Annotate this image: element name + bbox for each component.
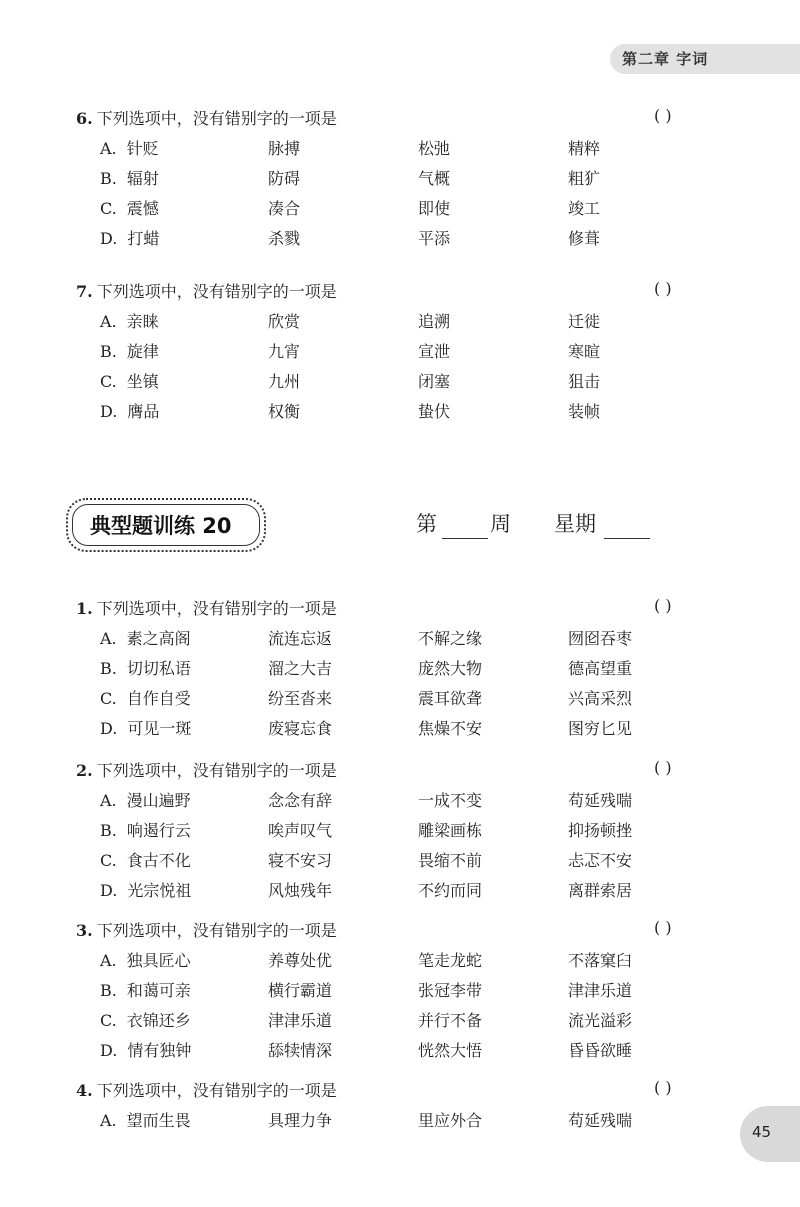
option-item: 德高望重 [568, 659, 633, 678]
answer-parentheses: ( ) [654, 1078, 672, 1097]
option-item: 焦燥不安 [418, 719, 483, 738]
option-letter: C. [100, 689, 117, 708]
section-title: 典型题训练 20 [90, 514, 232, 538]
option-item: 宣泄 [418, 342, 451, 361]
option-letter: C. [100, 199, 117, 218]
option-item: 权衡 [268, 402, 301, 421]
page-number: 45 [752, 1123, 772, 1141]
option-letter: B. [100, 659, 117, 678]
option-item: 溜之大吉 [268, 659, 333, 678]
option-letter: B. [100, 342, 117, 361]
question-number: 1. [76, 599, 93, 618]
option-item: 防碍 [268, 169, 301, 188]
option-item: 囫囵吞枣 [568, 629, 633, 648]
option-first [100, 978, 191, 1001]
week-prefix: 第 [416, 512, 437, 536]
option-item: 舔犊情深 [268, 1041, 333, 1060]
option-item: 具理力争 [268, 1111, 333, 1130]
option-letter: A. [100, 139, 117, 158]
option-first [100, 1038, 191, 1061]
option-item: 衣锦还乡 [126, 1011, 191, 1030]
question-stem [76, 758, 337, 781]
option-letter: C. [100, 372, 117, 391]
option-item: 针贬 [126, 139, 159, 158]
question-number: 4. [76, 1081, 93, 1100]
option-first [100, 339, 159, 362]
question-number: 3. [76, 921, 93, 940]
option-item: 即使 [418, 199, 451, 218]
option-letter: C. [100, 1011, 117, 1030]
option-item: 漫山遍野 [126, 791, 191, 810]
option-item: 粗犷 [568, 169, 601, 188]
option-letter: A. [100, 951, 117, 970]
option-item: 望而生畏 [126, 1111, 191, 1130]
option-first [100, 656, 191, 679]
option-item: 凑合 [268, 199, 301, 218]
option-item: 九宵 [268, 342, 301, 361]
option-item: 切切私语 [126, 659, 191, 678]
option-item: 独具匠心 [126, 951, 191, 970]
option-item: 养尊处优 [268, 951, 333, 970]
question-text: 下列选项中，没有错别字的一项是 [96, 921, 337, 940]
option-letter: A. [100, 791, 117, 810]
option-item: 流连忘返 [268, 629, 333, 648]
question-text: 下列选项中，没有错别字的一项是 [96, 282, 337, 301]
option-item: 津津乐道 [268, 1011, 333, 1030]
question-number: 6. [76, 109, 93, 128]
option-item: 亲睐 [126, 312, 159, 331]
option-item: 震耳欲聋 [418, 689, 483, 708]
option-item: 脉搏 [268, 139, 301, 158]
option-first [100, 848, 191, 871]
option-first [100, 166, 159, 189]
option-item: 辐射 [126, 169, 159, 188]
option-item: 松弛 [418, 139, 451, 158]
option-item: 打蜡 [127, 229, 160, 248]
option-item: 笔走龙蛇 [418, 951, 483, 970]
option-first [100, 626, 191, 649]
option-letter: D. [100, 719, 118, 738]
option-item: 苟延残喘 [568, 791, 633, 810]
question-stem [76, 596, 337, 619]
option-item: 狙击 [568, 372, 601, 391]
option-item: 气概 [418, 169, 451, 188]
option-first [100, 399, 159, 422]
option-item: 畏缩不前 [418, 851, 483, 870]
option-item: 光宗悦祖 [127, 881, 192, 900]
option-item: 苟延残喘 [568, 1111, 633, 1130]
option-first [100, 369, 159, 392]
option-item: 旋律 [126, 342, 159, 361]
option-item: 横行霸道 [268, 981, 333, 1000]
option-item: 迁徙 [568, 312, 601, 331]
option-item: 响遏行云 [126, 821, 191, 840]
option-first [100, 226, 159, 249]
option-item: 震憾 [126, 199, 159, 218]
option-letter: A. [100, 312, 117, 331]
answer-parentheses: ( ) [654, 106, 672, 125]
option-item: 膺品 [127, 402, 160, 421]
option-letter: C. [100, 851, 117, 870]
option-item: 抑扬顿挫 [568, 821, 633, 840]
option-item: 不落窠臼 [568, 951, 633, 970]
option-item: 精粹 [568, 139, 601, 158]
option-item: 一成不变 [418, 791, 483, 810]
answer-parentheses: ( ) [654, 596, 672, 615]
question-stem [76, 106, 337, 129]
option-item: 不约而同 [418, 881, 483, 900]
option-first [100, 196, 159, 219]
option-first [100, 1008, 191, 1031]
weekday-blank [604, 538, 650, 539]
option-item: 兴高采烈 [568, 689, 633, 708]
option-item: 念念有辞 [268, 791, 333, 810]
week-middle: 周 [490, 512, 511, 536]
option-item: 竣工 [568, 199, 601, 218]
option-item: 废寝忘食 [268, 719, 333, 738]
option-first [100, 686, 191, 709]
option-item: 张冠李带 [418, 981, 483, 1000]
question-text: 下列选项中，没有错别字的一项是 [96, 109, 337, 128]
question-text: 下列选项中，没有错别字的一项是 [96, 761, 337, 780]
option-item: 流光溢彩 [568, 1011, 633, 1030]
option-item: 纷至沓来 [268, 689, 333, 708]
option-letter: A. [100, 1111, 117, 1130]
question-number: 2. [76, 761, 93, 780]
option-first [100, 788, 191, 811]
option-item: 装帧 [568, 402, 601, 421]
option-letter: B. [100, 169, 117, 188]
question-number: 7. [76, 282, 93, 301]
chapter-label: 第二章 字词 [622, 50, 709, 68]
option-letter: A. [100, 629, 117, 648]
option-item: 庞然大物 [418, 659, 483, 678]
option-item: 昏昏欲睡 [568, 1041, 633, 1060]
option-letter: D. [100, 881, 118, 900]
option-item: 并行不备 [418, 1011, 483, 1030]
option-item: 坐镇 [126, 372, 159, 391]
option-item: 津津乐道 [568, 981, 633, 1000]
option-item: 自作自受 [126, 689, 191, 708]
option-item: 图穷匕见 [568, 719, 633, 738]
option-item: 九州 [268, 372, 301, 391]
option-item: 杀戮 [268, 229, 301, 248]
option-letter: D. [100, 402, 118, 421]
question-text: 下列选项中，没有错别字的一项是 [96, 599, 337, 618]
option-item: 素之高阁 [126, 629, 191, 648]
option-letter: B. [100, 981, 117, 1000]
option-item: 不解之缘 [418, 629, 483, 648]
week-blank [442, 538, 488, 539]
option-letter: D. [100, 229, 118, 248]
option-item: 里应外合 [418, 1111, 483, 1130]
option-item: 闭塞 [418, 372, 451, 391]
option-item: 欣赏 [268, 312, 301, 331]
answer-parentheses: ( ) [654, 279, 672, 298]
option-item: 蛰伏 [418, 402, 451, 421]
option-item: 和蔼可亲 [126, 981, 191, 1000]
option-item: 雕梁画栋 [418, 821, 483, 840]
option-item: 追溯 [418, 312, 451, 331]
weekday-label: 星期 [554, 512, 596, 536]
option-first [100, 948, 191, 971]
option-item: 唉声叹气 [268, 821, 333, 840]
option-first [100, 818, 191, 841]
option-item: 情有独钟 [127, 1041, 192, 1060]
option-first [100, 1108, 191, 1131]
option-item: 寝不安习 [268, 851, 333, 870]
option-item: 修葺 [568, 229, 601, 248]
answer-parentheses: ( ) [654, 918, 672, 937]
option-letter: B. [100, 821, 117, 840]
question-stem [76, 279, 337, 302]
option-first [100, 136, 159, 159]
option-item: 忐忑不安 [568, 851, 633, 870]
option-item: 平添 [418, 229, 451, 248]
question-stem [76, 918, 337, 941]
option-item: 寒暄 [568, 342, 601, 361]
question-stem [76, 1078, 337, 1101]
option-first [100, 878, 191, 901]
question-text: 下列选项中，没有错别字的一项是 [96, 1081, 337, 1100]
option-item: 可见一斑 [127, 719, 192, 738]
answer-parentheses: ( ) [654, 758, 672, 777]
option-first [100, 309, 159, 332]
option-letter: D. [100, 1041, 118, 1060]
option-item: 风烛残年 [268, 881, 333, 900]
option-item: 食古不化 [126, 851, 191, 870]
option-item: 恍然大悟 [418, 1041, 483, 1060]
option-item: 离群索居 [568, 881, 633, 900]
option-first [100, 716, 191, 739]
